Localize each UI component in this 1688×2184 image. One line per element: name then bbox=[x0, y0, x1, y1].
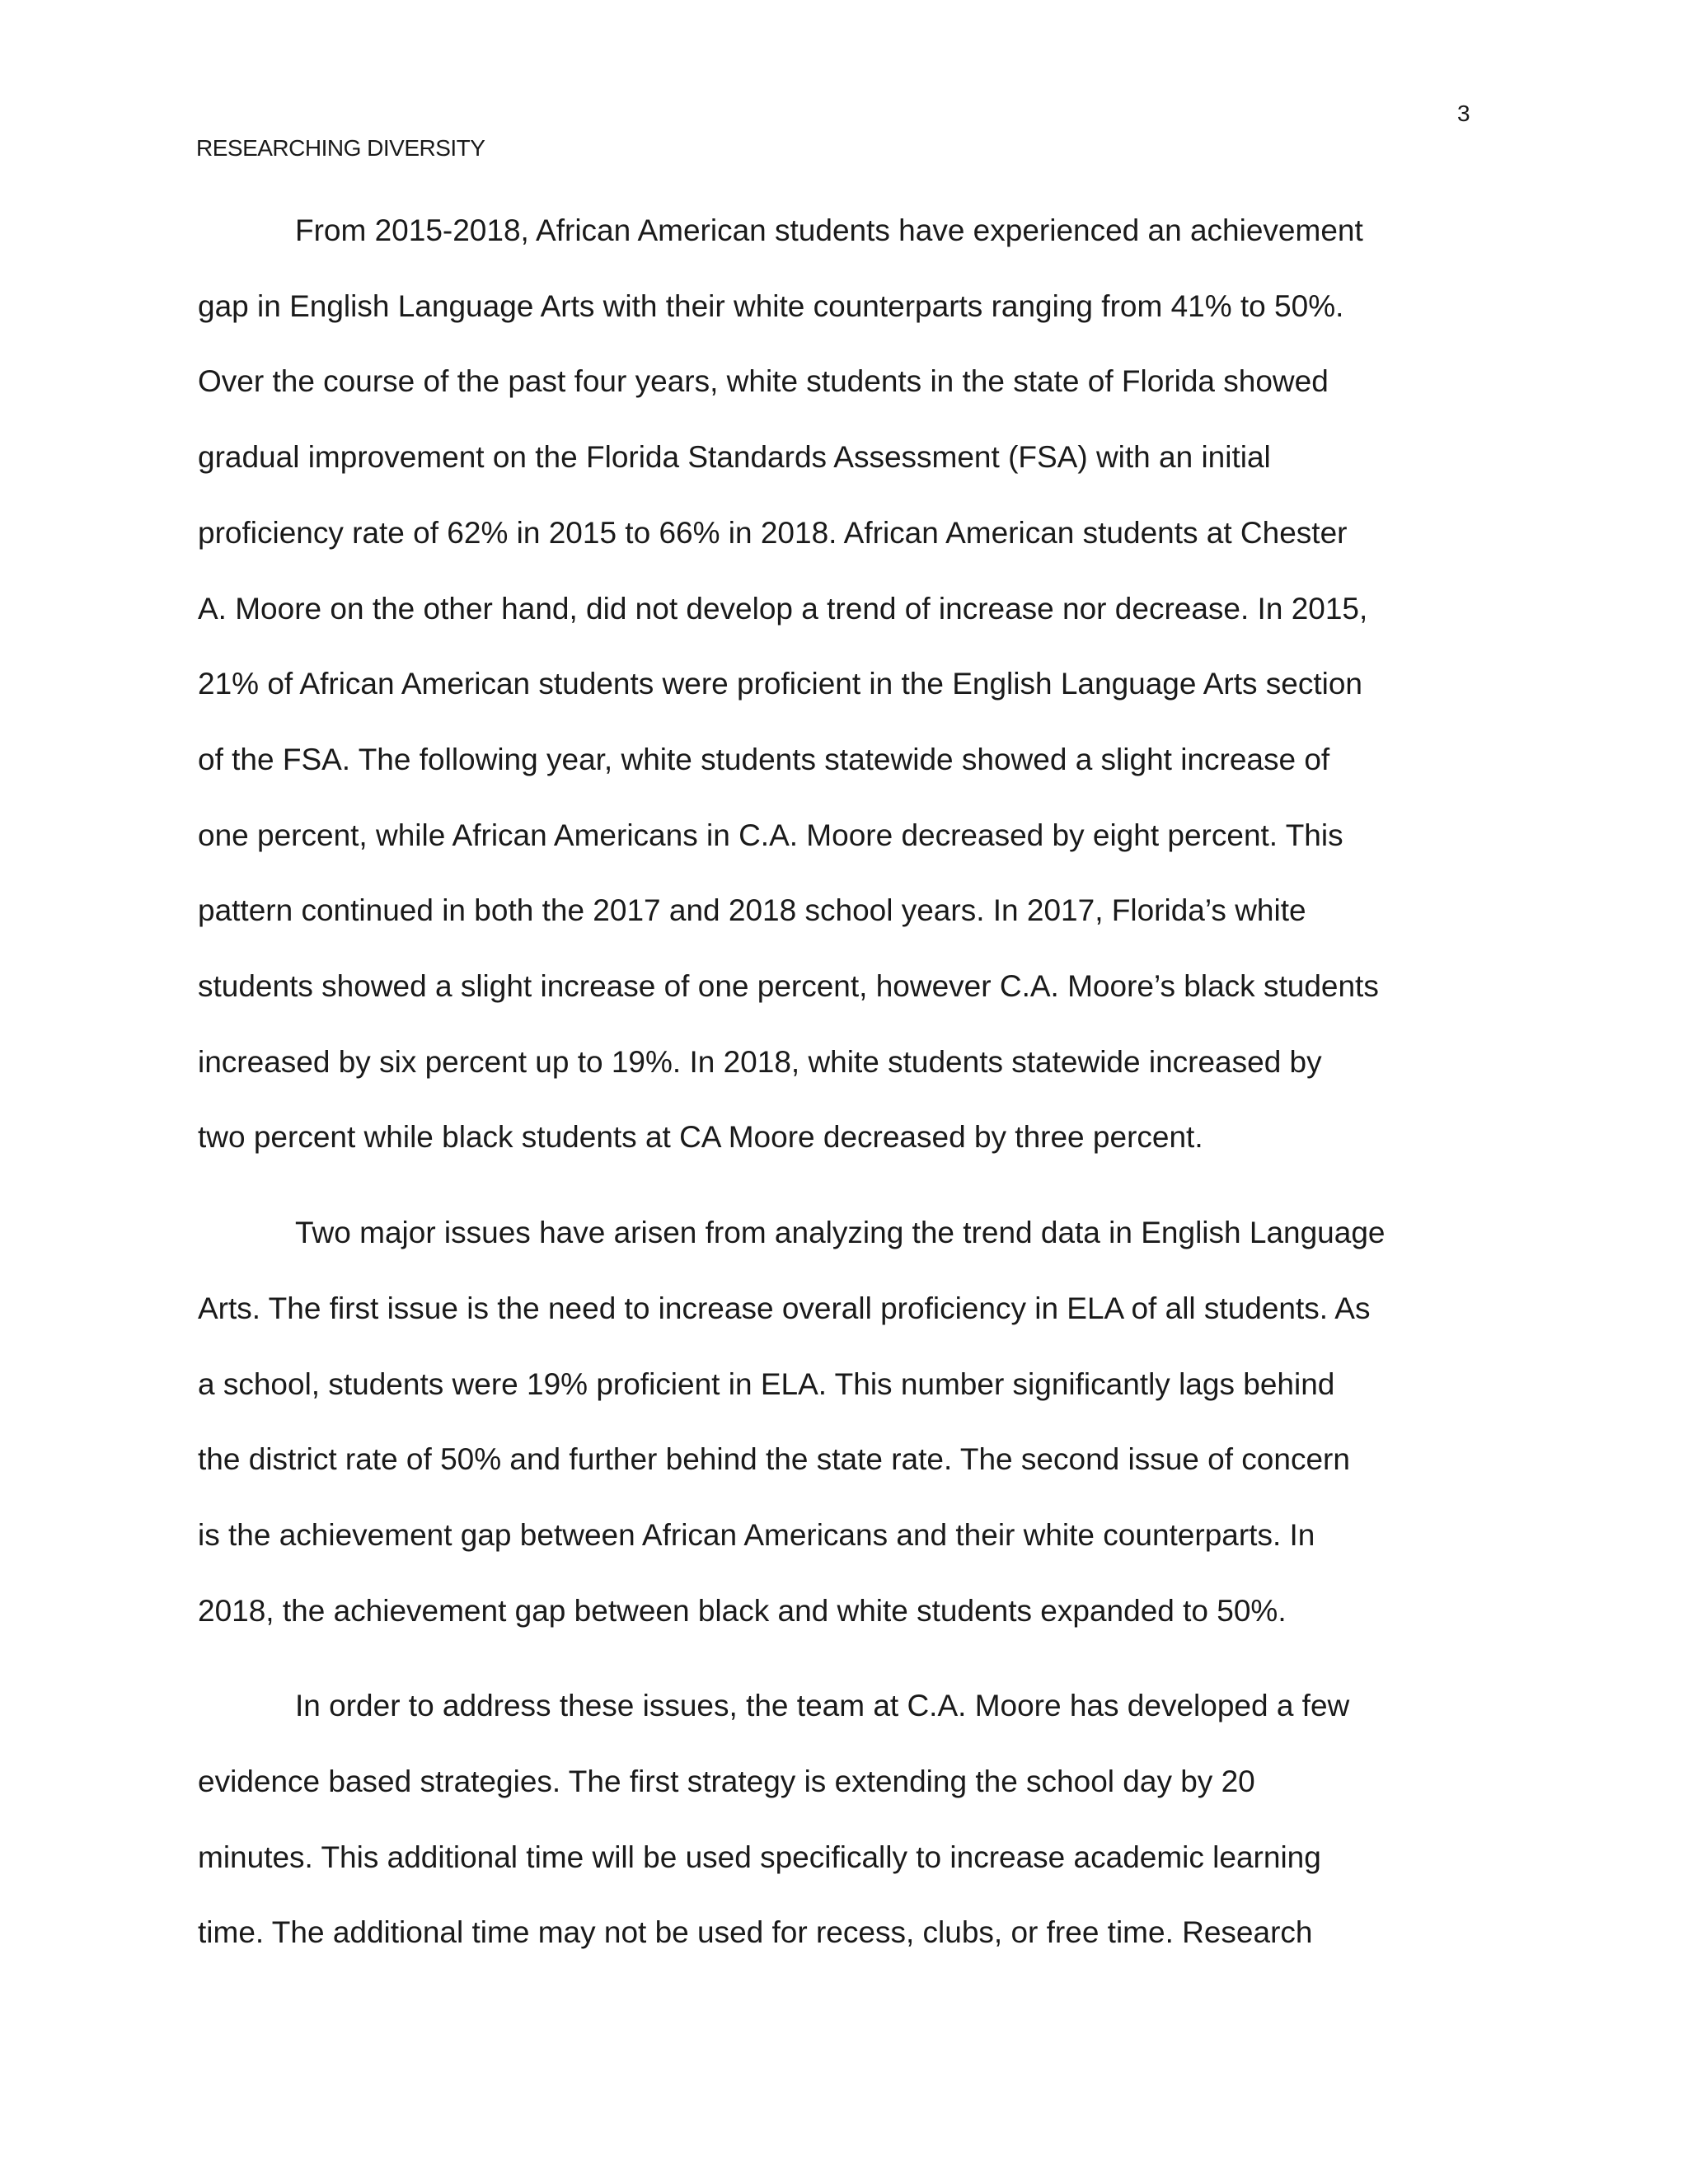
paragraph-2 bbox=[198, 1195, 1492, 1648]
paragraph-line: A. Moore on the other hand, did not develop a trend of increase nor decrease. In 2015, bbox=[198, 591, 1368, 626]
paragraph-line: is the achievement gap between African Americans and their white counterparts. In bbox=[198, 1517, 1315, 1552]
paragraph-line: proficiency rate of 62% in 2015 to 66% in 2018. African American students at Chester bbox=[198, 515, 1348, 550]
running-head: RESEARCHING DIVERSITY bbox=[196, 135, 485, 161]
paragraph-line: increased by six percent up to 19%. In 2018, white students statewide increased by bbox=[198, 1044, 1322, 1079]
paragraph-line: gradual improvement on the Florida Standards Assessment (FSA) with an initial bbox=[198, 440, 1271, 475]
paragraph-line: 2018, the achievement gap between black and white students expanded to 50%. bbox=[198, 1593, 1287, 1628]
page-number: 3 bbox=[1457, 101, 1470, 126]
paragraph-line: one percent, while African Americans in C.A. Moore decreased by eight percent. This bbox=[198, 818, 1343, 852]
paragraph-line: of the FSA. The following year, white students statewide showed a slight increase of bbox=[198, 742, 1330, 776]
paragraph-line: In order to address these issues, the team at C.A. Moore has developed a few bbox=[295, 1689, 1350, 1723]
paragraph-line: a school, students were 19% proficient in ELA. This number significantly lags behind bbox=[198, 1366, 1335, 1401]
paragraph-line: gap in English Language Arts with their white counterparts ranging from 41% to 50%. bbox=[198, 288, 1344, 323]
paragraph-line: From 2015-2018, African American students have experienced an achievement bbox=[295, 213, 1363, 247]
paragraph-1 bbox=[198, 193, 1492, 1175]
paragraph-line: time. The additional time may not be used for recess, clubs, or free time. Research bbox=[198, 1915, 1313, 1950]
paragraph-line: 21% of African American students were proficient in the English Language Arts section bbox=[198, 667, 1362, 701]
paragraph-line: two percent while black students at CA Moore decreased by three percent. bbox=[198, 1120, 1203, 1155]
paragraph-line: minutes. This additional time will be used specifically to increase academic learning bbox=[198, 1840, 1321, 1874]
paragraph-line: pattern continued in both the 2017 and 2018 school years. In 2017, Florida’s white bbox=[198, 893, 1306, 928]
document-body bbox=[198, 193, 1492, 1971]
paragraph-3 bbox=[198, 1668, 1492, 1971]
paragraph-line: Two major issues have arisen from analyzing the trend data in English Language bbox=[295, 1216, 1386, 1250]
paragraph-line: evidence based strategies. The first strategy is extending the school day by 20 bbox=[198, 1765, 1255, 1799]
paragraph-line: students showed a slight increase of one percent, however C.A. Moore’s black students bbox=[198, 969, 1379, 1004]
paragraph-line: the district rate of 50% and further behind the state rate. The second issue of concern bbox=[198, 1442, 1350, 1477]
paragraph-line: Arts. The first issue is the need to increase overall proficiency in ELA of all students. As bbox=[198, 1291, 1371, 1325]
paragraph-line: Over the course of the past four years, white students in the state of Florida showed bbox=[198, 364, 1329, 399]
